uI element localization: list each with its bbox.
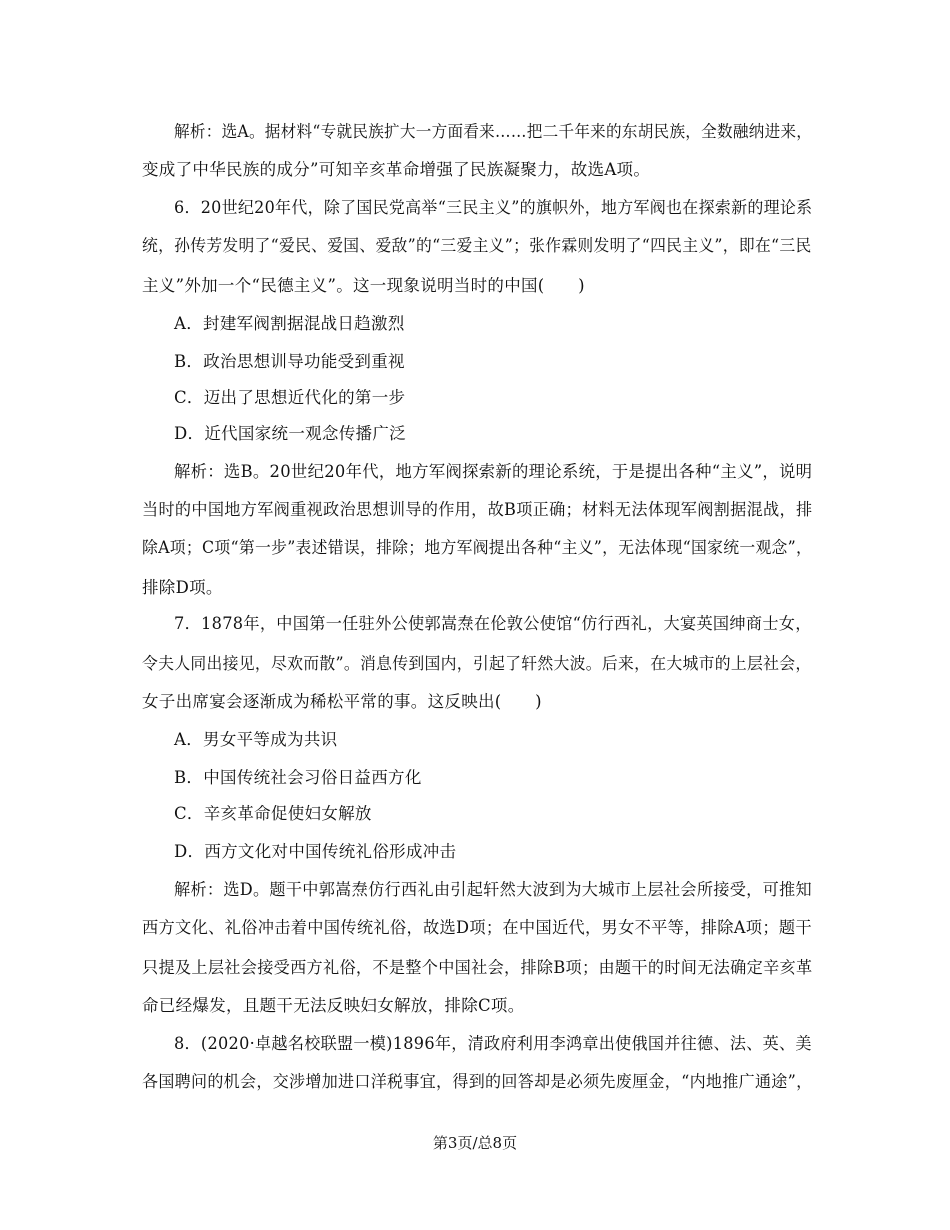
analysis-5-line-2: 变成了中华民族的成分”可知辛亥革命增强了民族凝聚力，故选A项。 (142, 160, 651, 179)
question-7-option-b: B．中国传统社会习俗日益西方化 (174, 768, 422, 787)
question-6-option-c: C．迈出了思想近代化的第一步 (174, 388, 406, 407)
question-8-line-2: 各国聘问的机会，交涉增加进口洋税事宜，得到的回答却是必须先废厘金，“内地推广通途”， (142, 1072, 813, 1091)
analysis-7-line-4: 命已经爆发，且题干无法反映妇女解放，排除C项。 (142, 996, 525, 1015)
analysis-6-line-3: 除A项；C项“第一步”表述错误，排除；地方军阀提出各种“主义”，无法体现“国家统一观念”， (142, 538, 813, 557)
analysis-6-line-2: 当时的中国地方军阀重视政治思想训导的作用，故B项正确；材料无法体现军阀割据混战，排 (142, 500, 813, 519)
question-8-line-1: 8．(2020·卓越名校联盟一模)1896年，清政府利用李鸿章出使俄国并往德、法、英、美 (174, 1034, 812, 1053)
analysis-7-line-2: 西方文化、礼俗冲击着中国传统礼俗，故选D项；在中国近代，男女不平等，排除A项；题干 (142, 918, 812, 937)
analysis-6-line-1: 解析：选B。20世纪20年代，地方军阀探索新的理论系统，于是提出各种“主义”，说明 (174, 462, 813, 481)
question-6-line-2: 统，孙传芳发明了“爱民、爱国、爱敌”的“三爱主义”；张作霖则发明了“四民主义”，即在“三民 (142, 236, 812, 255)
analysis-6-line-4: 排除D项。 (142, 578, 223, 597)
question-7-line-3: 女子出席宴会逐渐成为稀松平常的事。这反映出( ) (142, 692, 542, 711)
question-6-option-b: B．政治思想训导功能受到重视 (174, 352, 405, 371)
question-7-option-c: C．辛亥革命促使妇女解放 (174, 804, 372, 823)
question-7-option-d: D．西方文化对中国传统礼俗形成冲击 (174, 842, 457, 861)
page-number-footer: 第3页/总8页 (432, 1134, 518, 1152)
question-7-line-2: 令夫人同出接见，尽欢而散”。消息传到国内，引起了轩然大波。后来，在大城市的上层社会， (142, 654, 812, 673)
analysis-7-line-3: 只提及上层社会接受西方礼俗，不是整个中国社会，排除B项；由题干的时间无法确定辛亥革 (142, 958, 813, 977)
question-7-line-1: 7．1878年，中国第一任驻外公使郭嵩焘在伦敦公使馆“仿行西礼，大宴英国绅商士女， (174, 614, 812, 633)
question-7-option-a: A．男女平等成为共识 (174, 730, 338, 749)
analysis-7-line-1: 解析：选D。题干中郭嵩焘仿行西礼由引起轩然大波到为大城市上层社会所接受，可推知 (174, 880, 812, 899)
question-6-line-3: 主义”外加一个“民德主义”。这一现象说明当时的中国( ) (142, 276, 585, 295)
question-6-option-d: D．近代国家统一观念传播广泛 (174, 424, 406, 443)
question-6-line-1: 6．20世纪20年代，除了国民党高举“三民主义”的旗帜外，地方军阀也在探索新的理论系 (174, 198, 813, 217)
analysis-5-line-1: 解析：选A。据材料“专就民族扩大一方面看来……把二千年来的东胡民族，全数融纳进来， (174, 122, 813, 141)
question-6-option-a: A．封建军阀割据混战日趋激烈 (174, 314, 405, 333)
